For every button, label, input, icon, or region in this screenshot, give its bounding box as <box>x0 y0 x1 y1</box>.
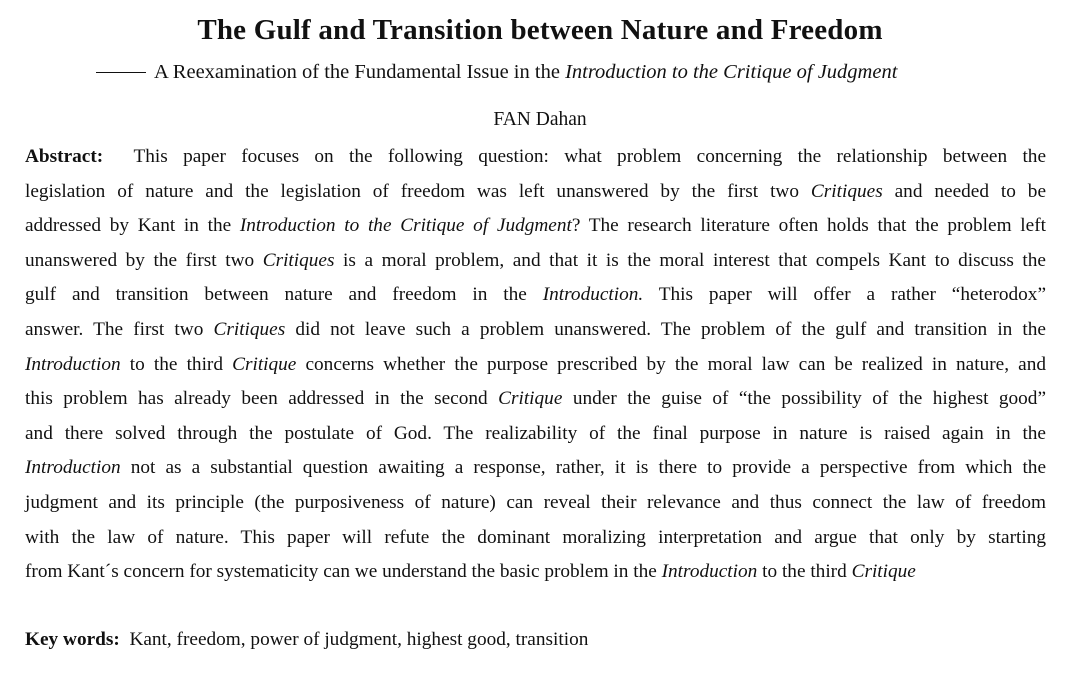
abstract-text: is a moral problem, and that it is the moral interest that compels Kant to discuss the <box>334 249 1046 271</box>
abstract-text: legislation of nature and the legislation of freedom was left unanswered by the first two <box>25 180 811 202</box>
abstract-italic-text: Introduction <box>25 353 121 375</box>
abstract-italic-text: Critiques <box>213 318 286 340</box>
keywords-label: Key words: <box>25 629 120 650</box>
abstract-text: concerns whether the purpose prescribed by the moral law can be realized in nature, and <box>296 353 1046 375</box>
abstract-italic-text: Critiques <box>810 180 883 202</box>
abstract-text: This paper will offer a rather “heterodox” <box>643 284 1046 306</box>
abstract-text: judgment and its principle (the purposiveness of nature) can reveal their relevance and thus connect the law of freedom <box>25 491 1046 513</box>
subtitle-italic: Introduction to the Critique of Judgment <box>565 61 898 83</box>
abstract-text: to the third <box>757 561 852 583</box>
abstract-italic-text: Critiques <box>262 249 335 271</box>
abstract-italic-text: Critique <box>498 388 563 410</box>
abstract-label: Abstract: <box>25 146 104 167</box>
paper-subtitle <box>96 61 897 84</box>
abstract-italic-text: Introduction <box>661 561 758 583</box>
abstract-text: not as a substantial question awaiting a response, rather, it is there to provide a perspective from which the <box>120 457 1046 479</box>
abstract <box>25 140 1046 590</box>
abstract-line <box>25 313 1046 348</box>
abstract-italic-text: Critique <box>851 561 916 583</box>
abstract-text: ? The research literature often holds that the problem left <box>571 215 1046 237</box>
subtitle-dash <box>96 72 146 73</box>
abstract-text: under the guise of “the possibility of the highest good” <box>562 388 1046 410</box>
abstract-italic-text: Introduction <box>25 457 121 479</box>
abstract-text: and needed to be <box>882 180 1047 202</box>
abstract-text: gulf and transition between nature and freedom in the <box>25 284 543 306</box>
abstract-text: unanswered by the first two <box>25 249 263 271</box>
abstract-text: with the law of nature. This paper will refute the dominant moralizing interpretation and argue that only by starting <box>25 526 1046 548</box>
abstract-line <box>25 521 1046 556</box>
abstract-line <box>25 348 1046 383</box>
abstract-text: did not leave such a problem unanswered. The problem of the gulf and transition in the <box>285 318 1046 340</box>
abstract-italic-text: Introduction to the Critique of Judgment <box>239 215 572 237</box>
keywords <box>25 629 588 651</box>
abstract-line <box>25 417 1046 452</box>
keywords-text: Kant, freedom, power of judgment, highest good, transition <box>119 629 589 650</box>
abstract-italic-text: Critique <box>232 353 297 375</box>
abstract-text: This paper focuses on the following question: what problem concerning the relationship between the <box>103 146 1046 167</box>
abstract-line <box>25 486 1046 521</box>
abstract-text: to the third <box>120 353 233 375</box>
abstract-line <box>25 451 1046 486</box>
abstract-text: and there solved through the postulate of God. The realizability of the final purpose in nature is raised again in the <box>25 422 1046 444</box>
abstract-line <box>25 140 1046 175</box>
paper-title: The Gulf and Transition between Nature and Freedom <box>197 14 883 46</box>
abstract-text: answer. The first two <box>25 318 214 340</box>
abstract-text: from Kant´s concern for systematicity can we understand the basic problem in the <box>25 561 662 583</box>
abstract-line <box>25 175 1046 210</box>
abstract-line <box>25 209 1046 244</box>
abstract-line <box>25 244 1046 279</box>
abstract-line <box>25 555 1046 590</box>
abstract-line <box>25 278 1046 313</box>
subtitle-prefix: A Reexamination of the Fundamental Issue in the <box>154 61 566 83</box>
abstract-italic-text: Introduction. <box>542 284 644 306</box>
abstract-text: addressed by Kant in the <box>25 215 240 237</box>
abstract-text: this problem has already been addressed in the second <box>25 388 499 410</box>
abstract-line <box>25 382 1046 417</box>
author-name: FAN Dahan <box>493 109 587 130</box>
